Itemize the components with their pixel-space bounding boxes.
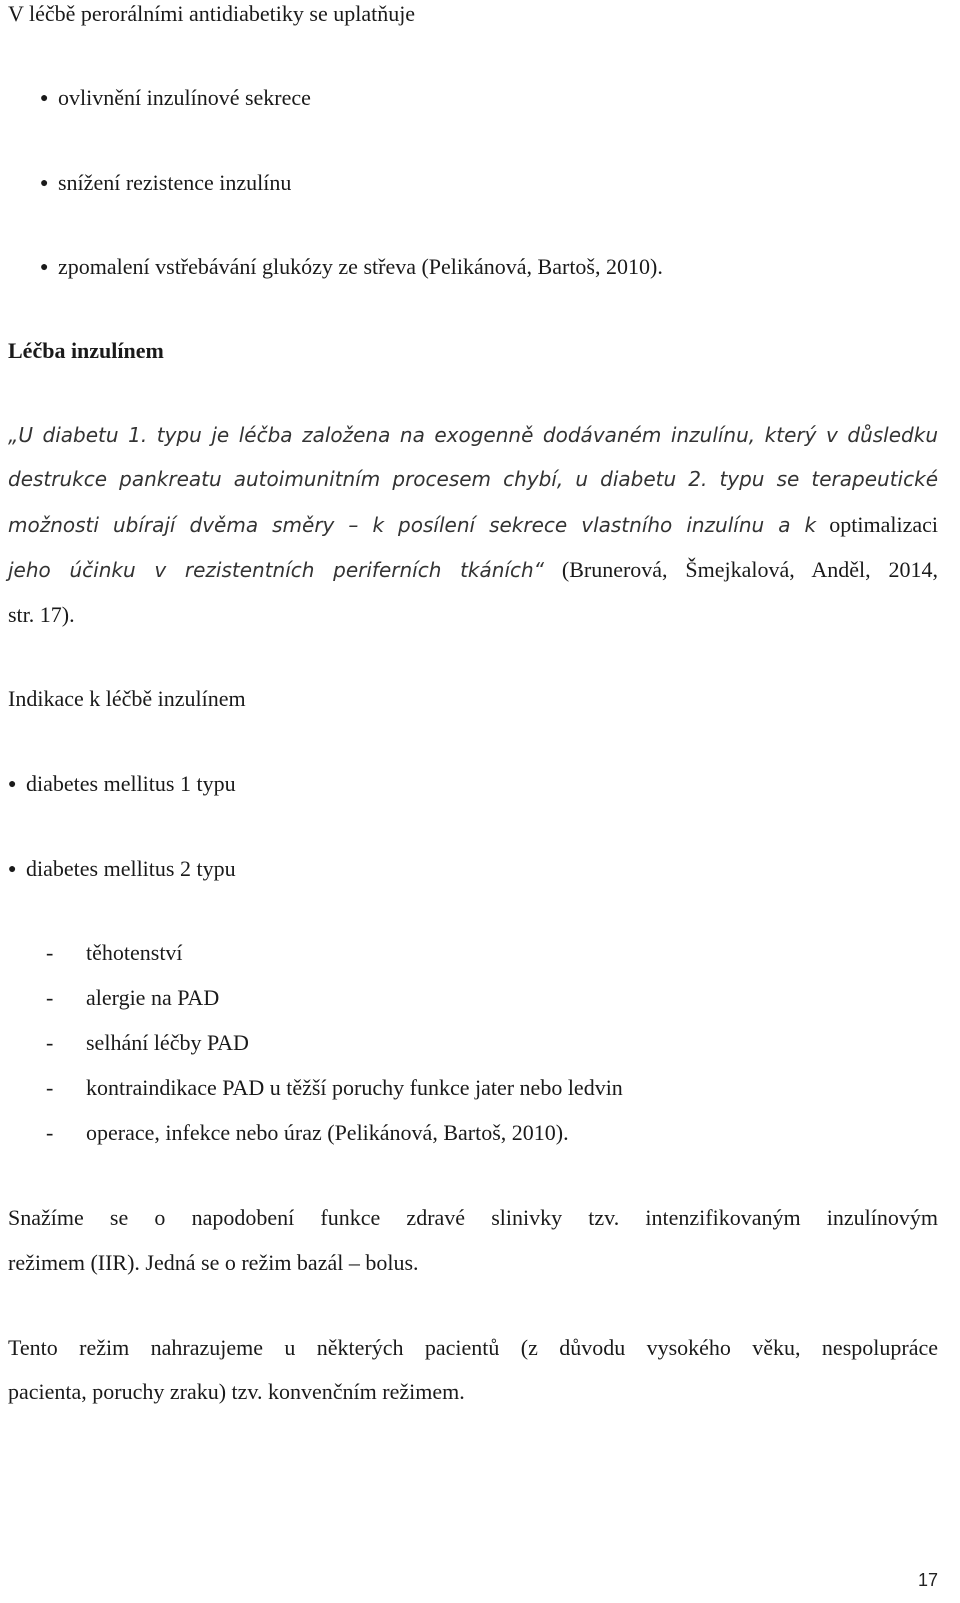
paragraph-iir-line: Snažíme se o napodobení funkce zdravé slinivky tzv. intenzifikovaným inzulínovým <box>8 1205 938 1230</box>
bullet-icon: ● <box>40 91 49 106</box>
list-item: ● snížení rezistence inzulínu <box>40 170 292 195</box>
list-item: - těhotenství <box>46 940 183 965</box>
quote-line: možnosti ubírají dvěma směry – k posílení sekrece vlastního inzulínu a k optimalizaci <box>8 512 938 537</box>
list-item: - kontraindikace PAD u těžší poruchy funkce jater nebo ledvin <box>46 1075 623 1100</box>
bullet-icon: ● <box>8 862 17 877</box>
list-item: - selhání léčby PAD <box>46 1030 249 1055</box>
list-item: ● diabetes mellitus 1 typu <box>8 771 236 796</box>
quote-line: str. 17). <box>8 602 75 627</box>
section-heading-indications: Indikace k léčbě inzulínem <box>8 686 246 711</box>
quote-line: jeho účinku v rezistentních periferních tkáních“ (Brunerová, Šmejkalová, Anděl, 2014, <box>8 557 938 582</box>
bullet-icon: ● <box>40 176 49 191</box>
paragraph-conventional-line: Tento režim nahrazujeme u některých pacientů (z důvodu vysokého věku, nespolupráce <box>8 1335 938 1360</box>
list-item: - operace, infekce nebo úraz (Pelikánová, Bartoš, 2010). <box>46 1120 569 1145</box>
list-item: ● zpomalení vstřebávání glukózy ze střeva (Pelikánová, Bartoš, 2010). <box>40 254 663 279</box>
list-item: ● ovlivnění inzulínové sekrece <box>40 85 311 110</box>
page-number: 17 <box>917 1570 938 1590</box>
list-item: - alergie na PAD <box>46 985 220 1010</box>
paragraph-conventional-line: pacienta, poruchy zraku) tzv. konvenčním režimem. <box>8 1379 465 1404</box>
bullet-icon: ● <box>8 777 17 792</box>
section-heading-insulin: Léčba inzulínem <box>8 338 164 363</box>
quote-line: destrukce pankreatu autoimunitním procesem chybí, u diabetu 2. typu se terapeutické <box>8 467 938 491</box>
paragraph-iir-line: režimem (IIR). Jedná se o režim bazál – bolus. <box>8 1250 419 1275</box>
quote-line: „U diabetu 1. typu je léčba založena na exogenně dodávaném inzulínu, který v důsledku <box>8 423 938 447</box>
intro-text: V léčbě perorálními antidiabetiky se uplatňuje <box>8 1 416 26</box>
bullet-icon: ● <box>40 260 49 275</box>
list-item: ● diabetes mellitus 2 typu <box>8 856 236 881</box>
